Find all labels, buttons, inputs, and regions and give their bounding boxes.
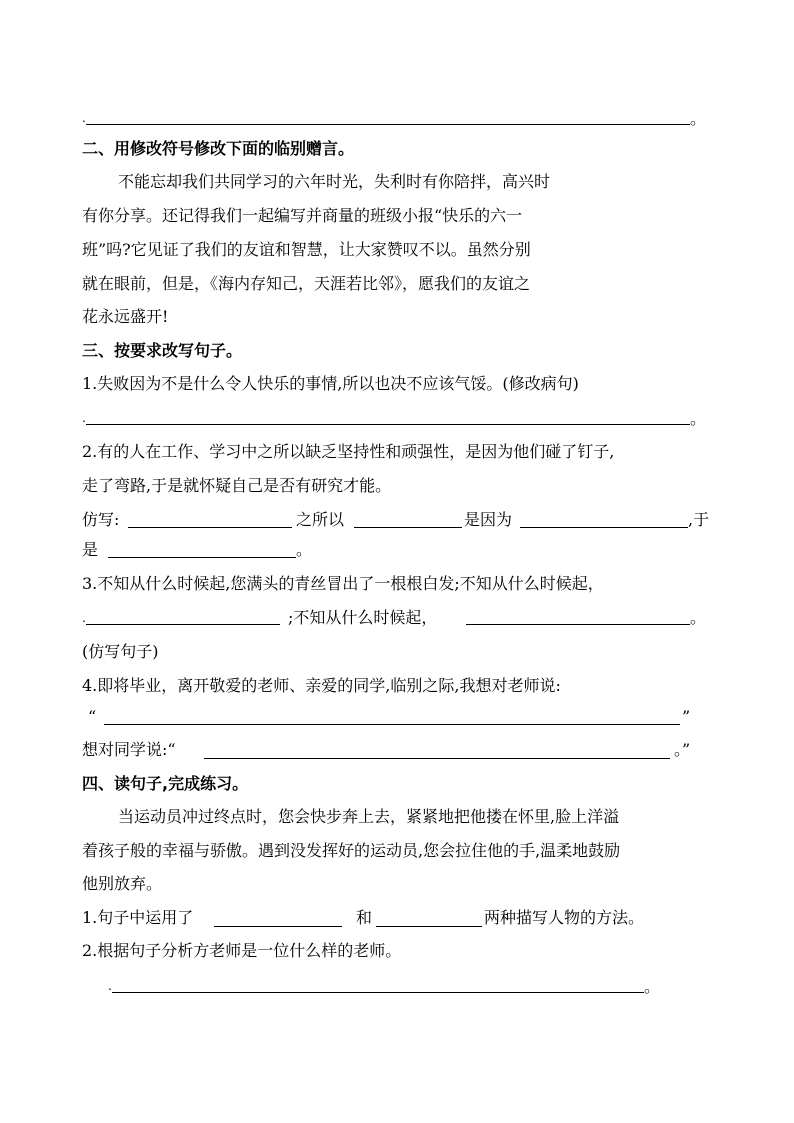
question-3-3: 3.不知从什么时候起,您满头的青丝冒出了一根根白发;不知从什么时候起， bbox=[82, 574, 604, 593]
quote-close: ” bbox=[682, 707, 691, 726]
answer-blank-3-4-a[interactable] bbox=[104, 724, 680, 725]
answer-blank-3-3-b[interactable] bbox=[466, 624, 690, 625]
answer-dot: . bbox=[108, 979, 112, 993]
answer-blank-3-2-c[interactable] bbox=[520, 527, 688, 528]
paragraph-line: 班”吗?它见证了我们的友谊和智慧，让大家赞叹不以。虽然分别 bbox=[82, 240, 531, 259]
paragraph-line: 他别放弃。 bbox=[82, 874, 163, 893]
answer-blank-3-3-a[interactable] bbox=[86, 624, 280, 625]
section-4-heading: 四、读句子,完成练习。 bbox=[82, 774, 249, 793]
question-3-2-line-1: 2.有的人在工作、学习中之所以缺乏坚持性和顽强性，是因为他们碰了钉子, bbox=[82, 442, 615, 461]
answer-blank-3-2-d[interactable] bbox=[108, 557, 296, 558]
answer-dot: . bbox=[82, 111, 86, 125]
connector-text: ,于 bbox=[688, 510, 710, 529]
answer-blank-4-1-a[interactable] bbox=[214, 926, 342, 927]
question-4-1-text: 两种描写人物的方法。 bbox=[484, 908, 645, 927]
period: 。 bbox=[296, 540, 313, 559]
answer-blank-top[interactable] bbox=[86, 124, 690, 125]
period: 。 bbox=[690, 109, 707, 128]
period: 。 bbox=[690, 409, 707, 428]
paragraph-line: 不能忘却我们共同学习的六年时光，失利时有你陪拌，高兴时 bbox=[118, 172, 551, 191]
question-4-2: 2.根据句子分析方老师是一位什么样的老师。 bbox=[82, 941, 402, 960]
imitate-label: 仿写: bbox=[82, 510, 120, 529]
connector-text: 和 bbox=[356, 908, 373, 927]
answer-dot: . bbox=[82, 611, 86, 625]
section-2-heading: 二、用修改符号修改下面的临别赠言。 bbox=[82, 139, 355, 158]
period: 。 bbox=[690, 608, 707, 627]
question-3-1: 1.失败因为不是什么令人快乐的事情,所以也决不应该气馁。(修改病句) bbox=[82, 374, 579, 393]
answer-blank-3-4-b[interactable] bbox=[204, 758, 670, 759]
paragraph-line: 花永远盛开! bbox=[82, 307, 169, 326]
answer-blank-3-2-a[interactable] bbox=[128, 527, 292, 528]
quote-end: 。” bbox=[674, 740, 691, 759]
paragraph-line: 着孩子般的幸福与骄傲。遇到没发挥好的运动员,您会拉住他的手,温柔地鼓励 bbox=[82, 841, 621, 860]
quote-open: “ bbox=[88, 707, 97, 726]
answer-blank-4-1-b[interactable] bbox=[376, 926, 482, 927]
connector-text: 是 bbox=[82, 540, 99, 559]
paragraph-line: 就在眼前，但是，《海内存知己，天涯若比邻》，愿我们的友谊之 bbox=[82, 274, 531, 293]
answer-blank-4-2[interactable] bbox=[112, 992, 644, 993]
question-4-1-text: 1.句子中运用了 bbox=[82, 908, 194, 927]
connector-text: 是因为 bbox=[464, 510, 513, 529]
question-3-4: 4.即将毕业，离开敬爱的老师、亲爱的同学,临别之际,我想对老师说: bbox=[82, 676, 561, 695]
connector-text: 之所以 bbox=[296, 510, 345, 529]
paragraph-line: 当运动员冲过终点时，您会快步奔上去，紧紧地把他搂在怀里,脸上洋溢 bbox=[118, 807, 620, 826]
section-3-heading: 三、按要求改写句子。 bbox=[82, 341, 243, 360]
question-3-3-note: (仿写句子) bbox=[82, 642, 159, 661]
period: 。 bbox=[644, 977, 661, 996]
answer-dot: . bbox=[82, 411, 86, 425]
connector-text: ;不知从什么时候起， bbox=[288, 608, 438, 627]
classmates-label: 想对同学说:“ bbox=[82, 740, 176, 759]
question-3-2-line-2: 走了弯路,于是就怀疑自己是否有研究才能。 bbox=[82, 476, 392, 495]
paragraph-line: 有你分享。还记得我们一起编写并商量的班级小报“快乐的六一 bbox=[82, 206, 523, 225]
answer-blank-3-2-b[interactable] bbox=[354, 527, 462, 528]
answer-blank-3-1[interactable] bbox=[86, 424, 690, 425]
